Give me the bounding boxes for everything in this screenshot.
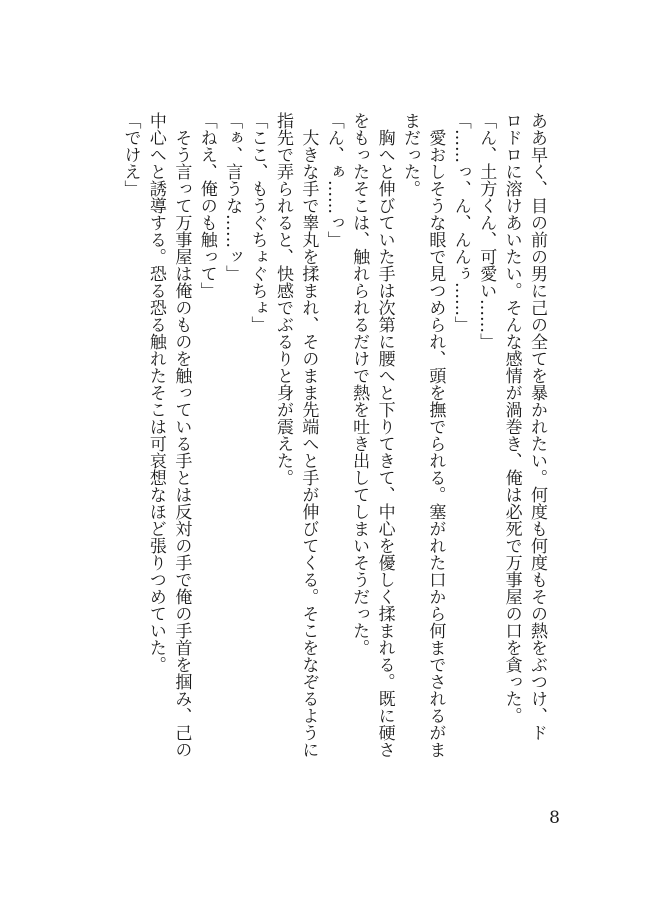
text-line: 「でけえ」 [120, 112, 141, 197]
text-line: 「ねえ、俺のも触って」 [196, 112, 217, 299]
text-line: 「ぁ、言うな……ッ」 [222, 112, 243, 282]
text-line: まだった。 [399, 112, 420, 197]
text-line: 愛おしそうな眼で見つめられ、頭を撫でられる。塞がれた口から何までされるがま [425, 112, 446, 758]
text-line: 「ん、ぁ……っ」 [323, 112, 344, 248]
text-line: 大きな手で睾丸を揉まれ、そのまま先端へと手が伸びてくる。そこをなぞるように [298, 112, 319, 758]
text-line: ああ早く、目の前の男に己の全てを暴かれたい。何度も何度もその熱をぶつけ、ド [527, 112, 547, 741]
text-line: そう言って万事屋は俺のものを触っている手とは反対の手で俺の手首を掴み、己の [171, 112, 192, 758]
text-line: 胸へと伸びていた手は次第に腰へと下りてきて、中心を優しく揉まれる。既に硬さ [374, 112, 395, 758]
text-line: 「ここ、もうぐちょぐちょ」 [247, 112, 268, 333]
text-line: をもったそこは、触れられるだけで熱を吐き出してしまいそうだった。 [349, 112, 370, 656]
page-number: 8 [549, 808, 560, 828]
text-line: 中心へと誘導する。恐る恐る触れたそこは可哀想なほど張りつめていた。 [145, 112, 166, 673]
text-line: 指先で弄られると、快感でぶるりと身が震えた。 [272, 112, 293, 486]
text-line: 「……っ、ん、んんぅ……」 [450, 112, 471, 333]
text-line: ロドロに溶けあいたい。そんな感情が渦巻き、俺は必死で万事屋の口を貪った。 [501, 112, 522, 724]
body-text [69, 112, 549, 772]
text-line: 「ん、土方くん、可愛い……」 [476, 112, 497, 350]
